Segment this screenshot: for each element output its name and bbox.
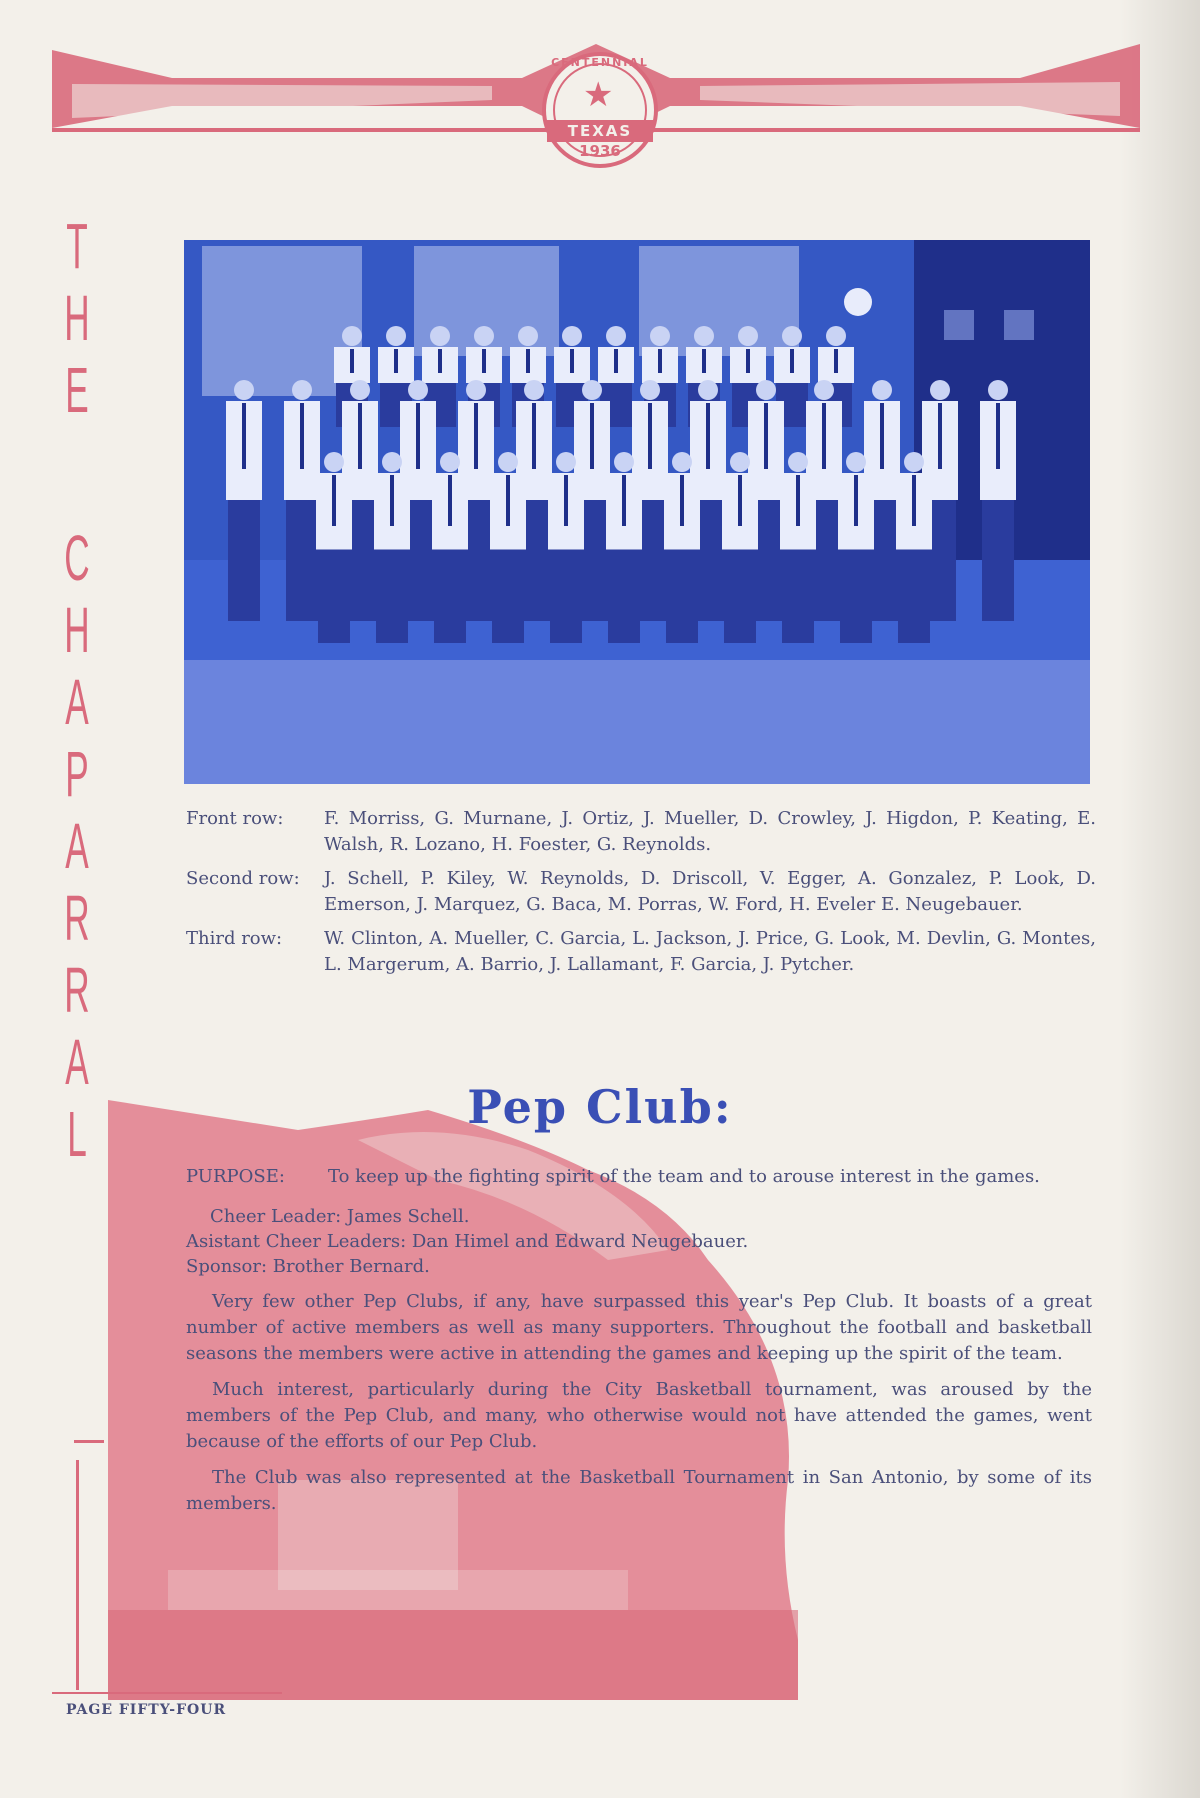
- side-title-gap: [63, 426, 91, 522]
- body-paragraph: Much interest, particularly during the City Basketball tournament, was aroused by the members of the Pep Club, and many, who otherwise would not have attended the games, went because of the efforts of our Pep Club.: [186, 1379, 1092, 1452]
- section-body: [186, 1164, 1092, 1517]
- body-paragraph: The Club was also represented at the Basketball Tournament in San Antonio, by some of its members.: [186, 1467, 1092, 1514]
- purpose-block: [186, 1164, 1092, 1190]
- side-title-letter: A: [65, 666, 89, 738]
- footer-rule: [52, 1692, 282, 1694]
- side-title-letter: P: [65, 738, 89, 810]
- caption-row-names: J. Schell, P. Kiley, W. Reynolds, D. Driscoll, V. Egger, A. Gonzalez, P. Look, D. Emerson, J. Marquez, G. Baca, M. Porras, W. Ford, H. Eveler E. Neugebauer.: [324, 868, 1096, 915]
- caption-row: [186, 926, 1096, 978]
- side-title-letter: A: [65, 810, 89, 882]
- photo-figure: [664, 452, 700, 643]
- page-edge-shadow: [1120, 0, 1200, 1798]
- photo-figure: [316, 452, 352, 643]
- side-title-letter: H: [64, 282, 90, 354]
- caption-row-names: F. Morriss, G. Murnane, J. Ortiz, J. Mueller, D. Crowley, J. Higdon, P. Keating, E. Walsh, R. Lozano, H. Foester, G. Reynolds.: [324, 808, 1096, 855]
- photo-caption: [186, 806, 1096, 986]
- photo-figure: [780, 452, 816, 643]
- photo-figure: [606, 452, 642, 643]
- caption-row-label: Front row:: [186, 808, 284, 829]
- purpose-text: To keep up the fighting spirit of the team and to arouse interest in the games.: [328, 1166, 1040, 1187]
- page-number: PAGE FIFTY-FOUR: [66, 1702, 227, 1718]
- photo-figure: [896, 452, 932, 643]
- side-rule: [76, 1460, 79, 1690]
- side-title-letter: E: [65, 354, 89, 426]
- photo-figure: [838, 452, 874, 643]
- side-title-letter: C: [64, 522, 90, 594]
- caption-row: [186, 806, 1096, 858]
- caption-row-names: W. Clinton, A. Mueller, C. Garcia, L. Jackson, J. Price, G. Look, M. Devlin, G. Montes, L. Margerum, A. Barrio, J. Lallamant, F. Garcia, J. Pytcher.: [324, 928, 1096, 975]
- caption-row: [186, 866, 1096, 918]
- side-title-letter: R: [64, 954, 90, 1026]
- photo-figure: [432, 452, 468, 643]
- side-title-letter: A: [65, 1026, 89, 1098]
- centennial-seal: [515, 50, 685, 170]
- purpose-label: PURPOSE:: [186, 1166, 285, 1187]
- section-heading: Pep Club:: [467, 1080, 733, 1134]
- body-paragraph: Very few other Pep Clubs, if any, have surpassed this year's Pep Club. It boasts of a great number of active members as well as many supporters. Throughout the football and basketball seasons the members were active in attending the games and keeping up the spirit of the team.: [186, 1291, 1092, 1364]
- photo-figure: [374, 452, 410, 643]
- photo-figure: [284, 380, 320, 621]
- star-icon: ★: [583, 75, 614, 115]
- side-title-letter: H: [64, 594, 90, 666]
- seal-top-text: CENTENNIAL: [551, 56, 649, 69]
- photo-figure: [980, 380, 1016, 621]
- side-title-letter: L: [67, 1098, 87, 1170]
- officer-line: Sponsor: Brother Bernard.: [186, 1256, 430, 1277]
- seal-texas-text: TEXAS: [547, 120, 653, 142]
- officer-line: Cheer Leader: James Schell.: [210, 1206, 470, 1227]
- officers-list: [186, 1204, 1092, 1279]
- side-title: [52, 210, 102, 1170]
- photo-figure: [722, 452, 758, 643]
- side-rule-cap: [74, 1440, 104, 1443]
- photo-figure: [548, 452, 584, 643]
- caption-row-label: Second row:: [186, 868, 300, 889]
- seal-year-text: 1936: [579, 142, 621, 160]
- photo-figure: [226, 380, 262, 621]
- side-title-letter: R: [64, 882, 90, 954]
- caption-row-label: Third row:: [186, 928, 283, 949]
- group-photo: [184, 240, 1090, 784]
- side-title-letter: T: [66, 210, 88, 282]
- officer-line: Asistant Cheer Leaders: Dan Himel and Edward Neugebauer.: [186, 1231, 749, 1252]
- photo-figure: [490, 452, 526, 643]
